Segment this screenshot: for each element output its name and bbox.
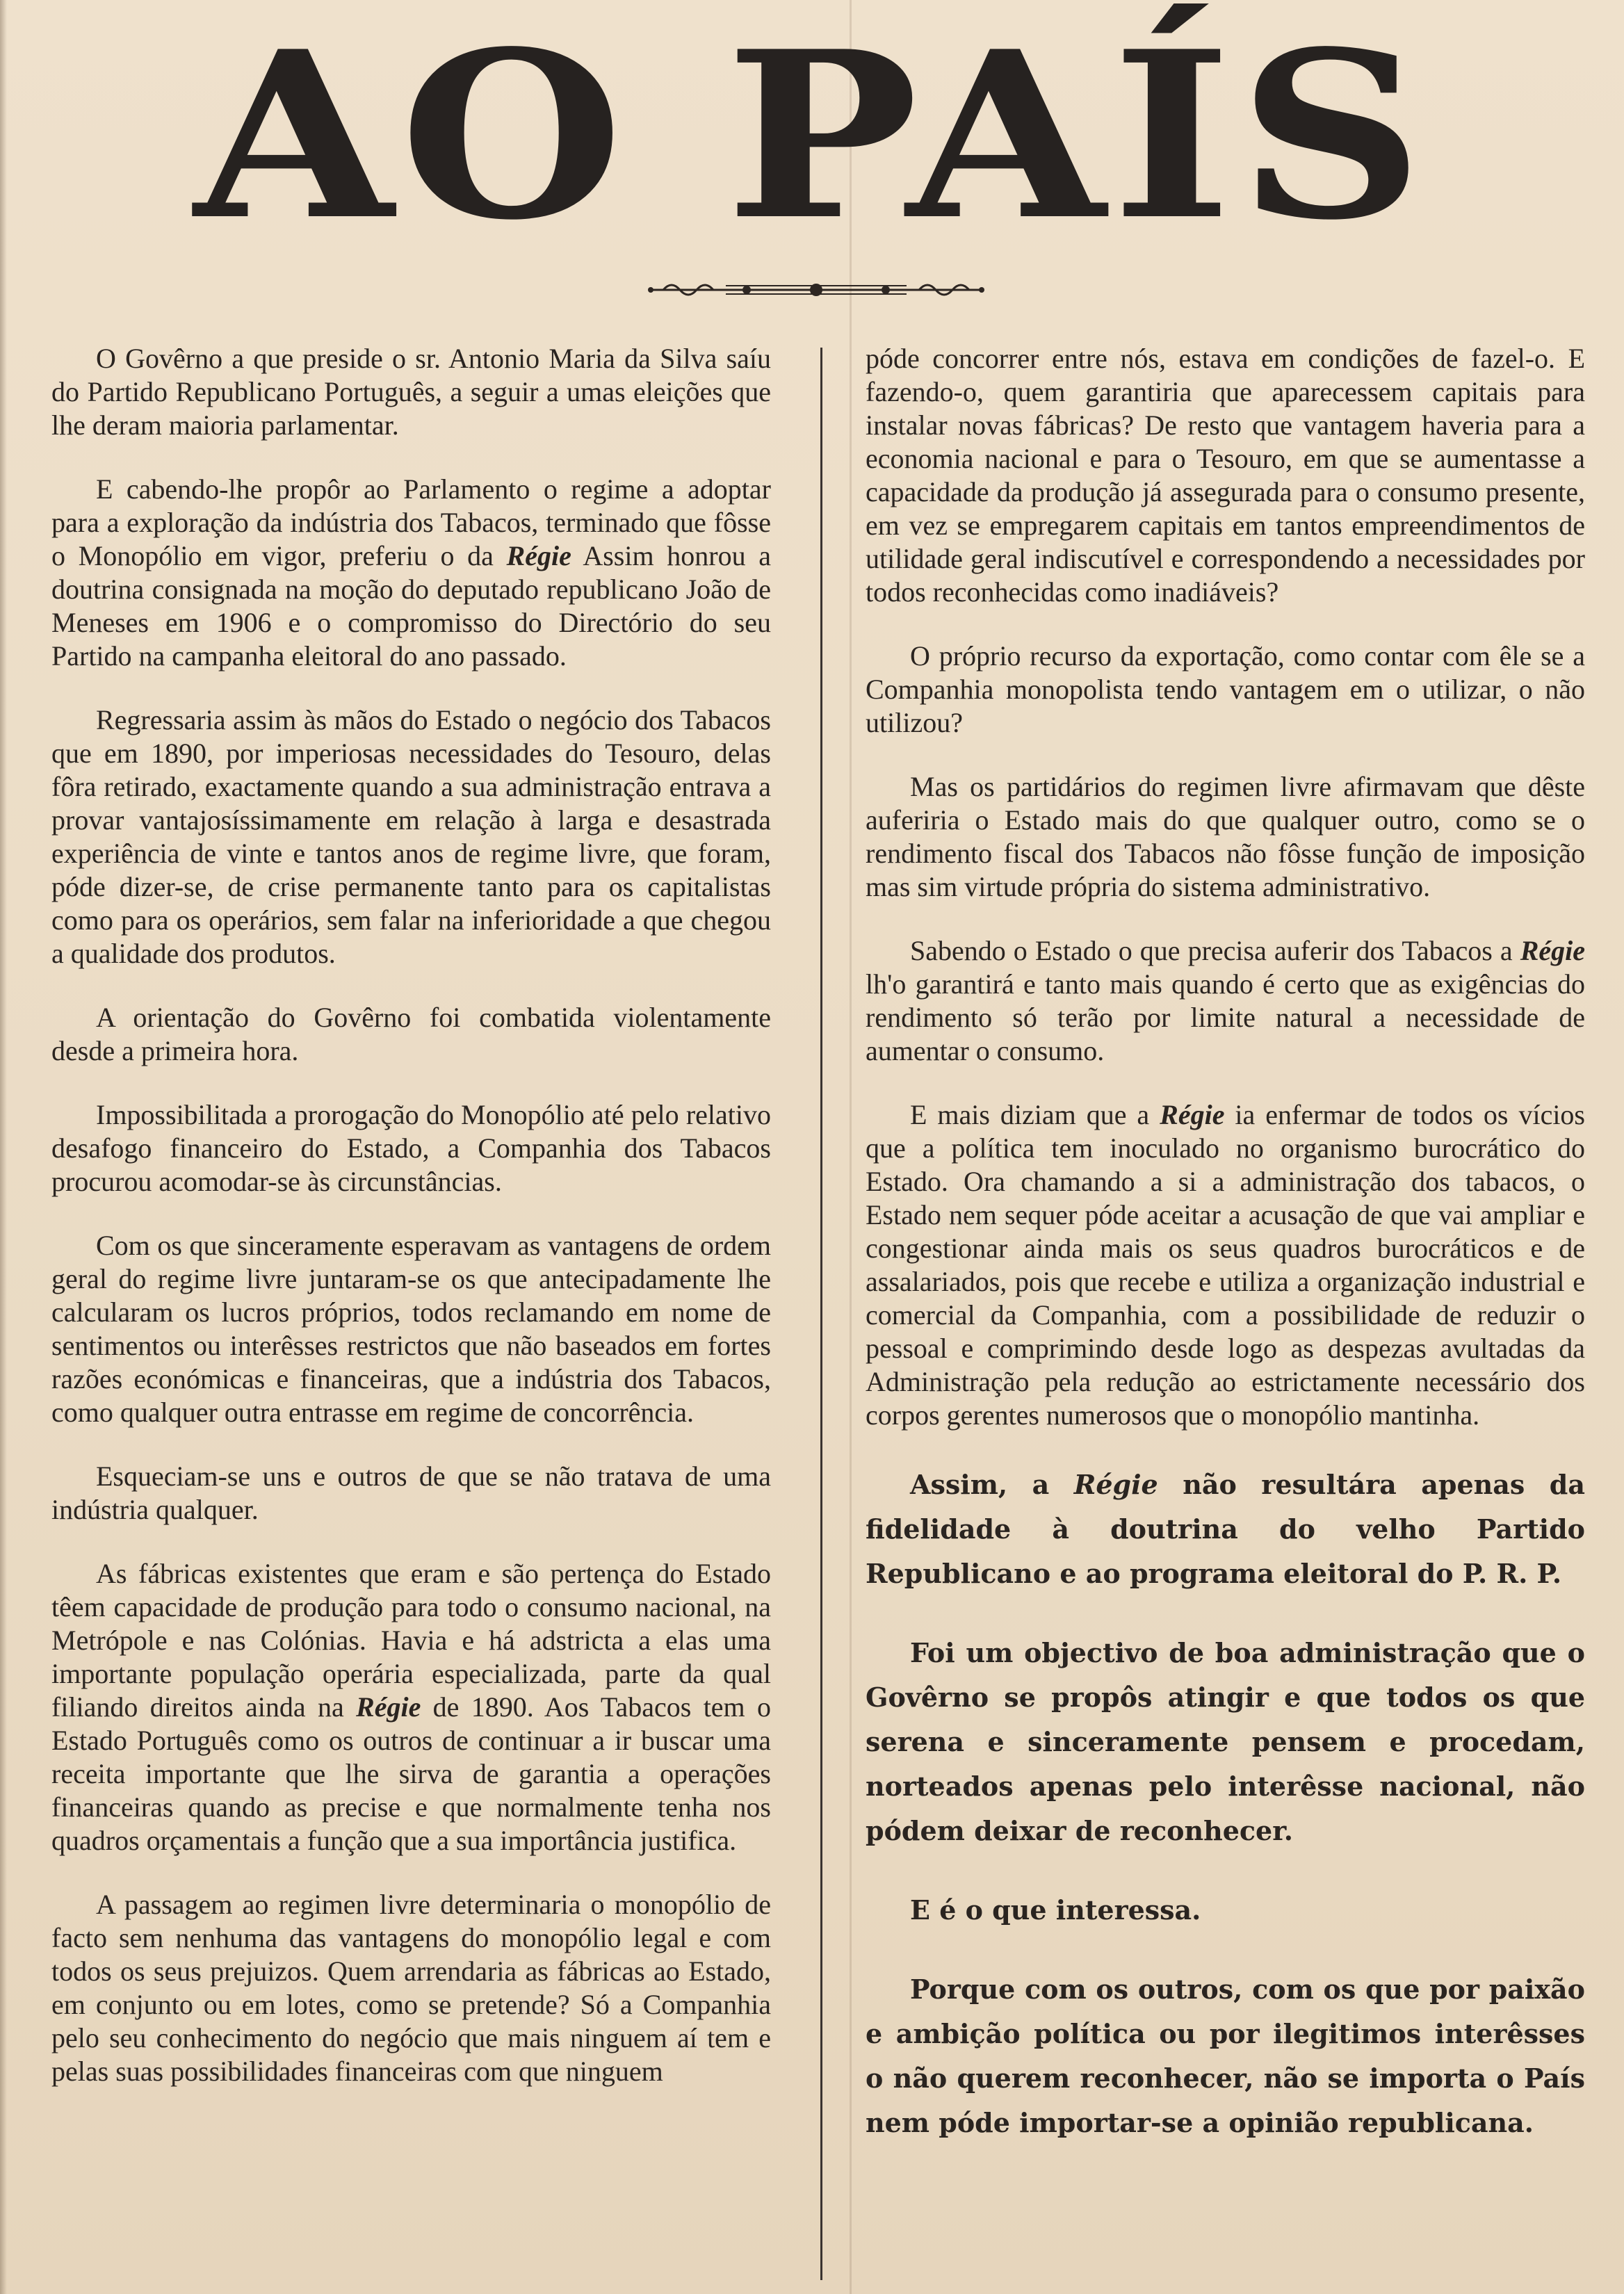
paragraph-text: Sabendo o Estado o que precisa auferir dos Tabacos a	[910, 935, 1520, 966]
regie-word: Régie	[1520, 935, 1585, 966]
paragraph-text: E mais diziam que a	[910, 1099, 1160, 1130]
paragraph: A orientação do Govêrno foi combatida violentamente desde a primeira hora.	[51, 1002, 771, 1066]
regie-word: Régie	[506, 540, 571, 571]
paragraph-text: não resultára apenas da fidelidade à doutrina do velho Partido Republicano e ao programa eleitoral do P. R. P.	[866, 1469, 1585, 1589]
paragraph: Com os que sinceramente esperavam as vantagens de ordem geral do regime livre juntaram-se os que antecipadamente lhe calcularam os lucros próprios, todos reclamando em nome de sentimentos ou interêsses restrictos que não baseados em fortes razões económicas e financeiras, que a indústria dos Tabacos, como qualquer outra entrasse em regime de concorrência.	[51, 1230, 771, 1428]
paragraph-text: lh'o garantirá e tanto mais quando é certo que as exigências do rendimento só terão por limite natural a necessidade de aumentar o consumo.	[866, 968, 1585, 1066]
paragraph: A passagem ao regimen livre determinaria o monopólio de facto sem nenhuma das vantagens do monopólio legal e com todos os seus prejuizos. Quem arrendaria as fábricas ao Estado, em conjunto ou em lotes, como se pretende? Só a Companhia pelo seu conhecimento do negócio que mais ninguem aí tem e pelas suas possibilidades financeiras com que ninguem	[51, 1889, 771, 2087]
paragraph	[51, 473, 771, 673]
right-text-column	[866, 342, 1585, 2288]
page-title: AO PAÍS	[194, 1, 1430, 270]
paragraph: O próprio recurso da exportação, como contar com êle se a Companhia monopolista tendo vantagem em o utilizar, o não utilizou?	[866, 640, 1585, 738]
paragraph-text: ia enfermar de todos os vícios que a política tem inoculado no organismo burocrático do Estado. Ora chamando a si a administração dos tabacos, o Estado nem sequer póde aceitar a acusação de que vai ampliar e congestionar ainda mais os seus quadros burocráticos e de assalariados, pois que recebe e utiliza a organização industrial e comercial da Companhia, com a possibilidade de reduzir o pessoal e comprimindo desde logo as despezas avultadas da Administração pela redução ao estrictamente necessário dos corpos gerentes numerosos que o monopólio mantinha.	[866, 1099, 1585, 1431]
paragraph-text: E cabendo-lhe propôr ao Parlamento o regime a adoptar para a exploração da indústria dos Tabacos, terminado que fôsse o Monopólio em vigor, preferiu o da	[51, 473, 771, 571]
column-divider	[820, 348, 822, 2280]
page-edge-shadow	[0, 0, 7, 2294]
scroll-ornament-icon	[642, 272, 990, 307]
paragraph-text: As fábricas existentes que eram e são pertença do Estado têem capacidade de produção para todo o consumo nacional, na Metrópole e nas Colónias. Havia e há adstricta a elas uma importante população operária especializada, parte da qual filiando direitos ainda na	[51, 1558, 771, 1723]
paragraph: Esqueciam-se uns e outros de que se não tratava de uma indústria qualquer.	[51, 1461, 771, 1525]
paragraph	[51, 1557, 771, 1857]
paper-fold-line	[850, 0, 852, 2294]
regie-word: Régie	[1160, 1099, 1225, 1130]
paragraph: Foi um objectivo de boa administração que o Govêrno se propôs atingir e que todos os que serena e sinceramente pensem e procedam, norteados apenas pelo interêsse nacional, não pódem deixar de reconhecer.	[866, 1637, 1585, 1846]
paragraph	[866, 1098, 1585, 1432]
regie-word: Régie	[356, 1691, 421, 1723]
paragraph: póde concorrer entre nós, estava em condições de fazel-o. E fazendo-o, quem garantiria que aparecessem capitais para instalar novas fábricas? De resto que vantagem haveria para a economia nacional e para o Tesouro, em que se aumentasse a capacidade da produção já assegurada para o consumo presente, em vez se empregarem capitais em tantos empreendimentos de utilidade geral indiscutível e correspondendo a necessidades por todos reconhecidas como inadiáveis?	[866, 343, 1585, 608]
left-text-column	[51, 342, 771, 2288]
paragraph: O Govêrno a que preside o sr. Antonio Maria da Silva saíu do Partido Republicano Português, a seguir a umas eleições que lhe deram maioria parlamentar.	[51, 343, 771, 441]
paragraph-text: Assim honrou a doutrina consignada na moção do deputado republicano João de Meneses em 1906 e o compromisso do Directório do seu Partido na campanha eleitoral do ano passado.	[51, 540, 771, 672]
paragraph-text: Assim, a	[910, 1469, 1074, 1500]
paragraph	[866, 1463, 1585, 1596]
paragraph: E é o que interessa.	[910, 1894, 1201, 1926]
paragraph: Regressaria assim às mãos do Estado o negócio dos Tabacos que em 1890, por imperiosas necessidades do Tesouro, delas fôra retirado, exactamente quando a sua administração entrava a provar vantajosíssimamente em relação à larga e desastrada experiência de vinte e tantos anos de regime livre, que foram, póde dizer-se, de crise permanente tanto para os capitalistas como para os operários, sem falar na inferioridade a que chegou a qualidade dos produtos.	[51, 704, 771, 969]
paragraph-text: de 1890. Aos Tabacos tem o Estado Português como os outros de continuar a ir buscar uma receita importante que lhe sirva de garantia a operações financeiras quando as precise e que normalmente tenha nos quadros orçamentais a função que a sua importância justifica.	[51, 1691, 771, 1856]
regie-word: Régie	[1073, 1469, 1158, 1500]
paragraph: Porque com os outros, com os que por paixão e ambição política ou por ilegitimos interêsses o não querem reconhecer, não se importa o País nem póde importar-se a opinião republicana.	[866, 1974, 1585, 2138]
paragraph	[866, 934, 1585, 1068]
paragraph: Impossibilitada a prorogação do Monopólio até pelo relativo desafogo financeiro do Estado, a Companhia dos Tabacos procurou acomodar-se às circunstâncias.	[51, 1099, 771, 1197]
paragraph: Mas os partidários do regimen livre afirmavam que dêste auferiria o Estado mais do que qualquer outro, como se o rendimento fiscal dos Tabacos não fôsse função de imposição mas sim virtude própria do sistema administrativo.	[866, 771, 1585, 902]
